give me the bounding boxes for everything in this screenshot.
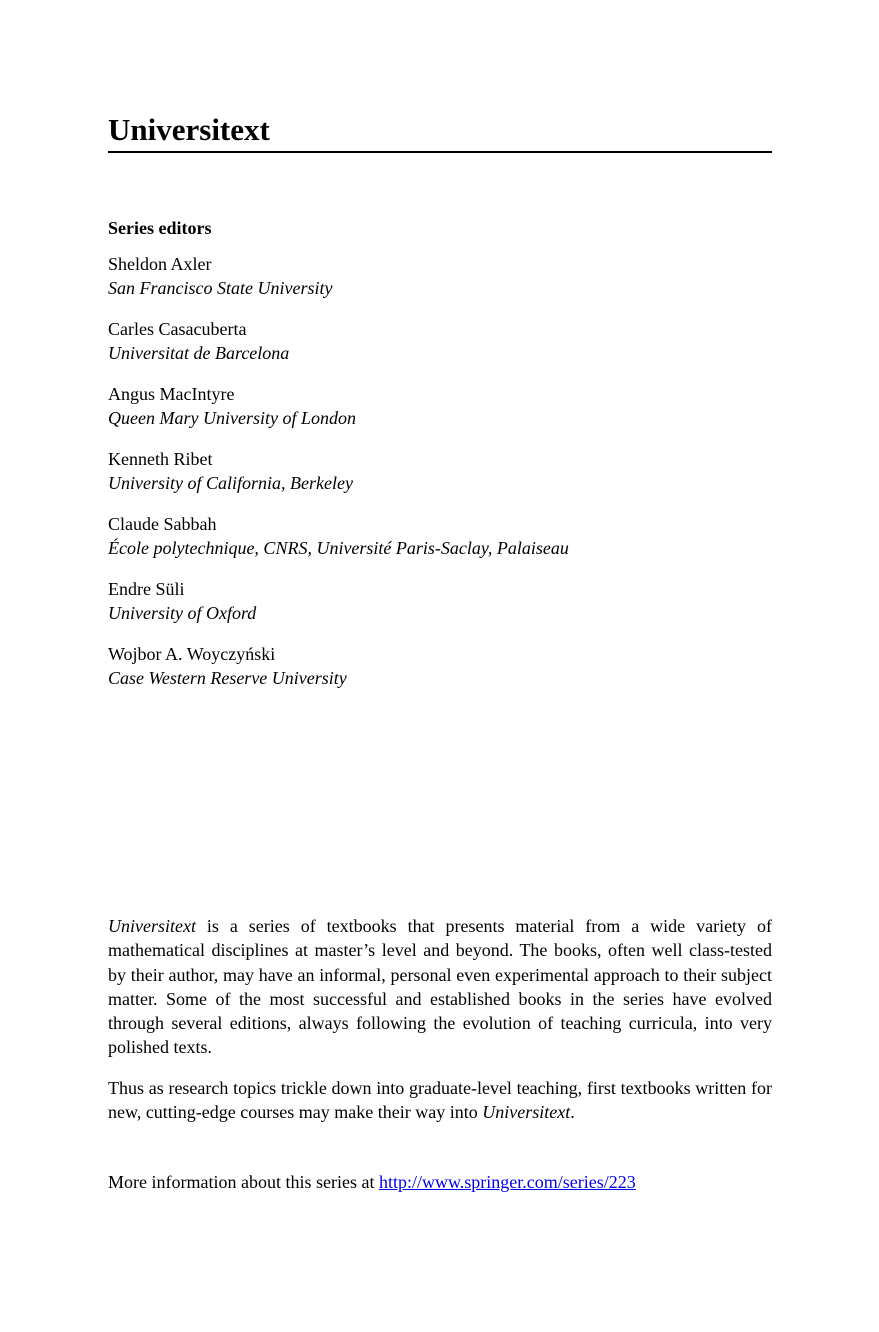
series-name-italic: Universitext <box>482 1102 571 1123</box>
editor-affiliation: University of California, Berkeley <box>108 473 353 493</box>
editor-entry <box>108 252 772 317</box>
series-title: Universitext <box>108 112 270 147</box>
description-end: . <box>570 1102 575 1123</box>
series-name-italic: Universitext <box>108 916 196 936</box>
editor-entry <box>108 317 772 382</box>
editor-entry <box>108 642 772 707</box>
series-url-link[interactable]: http://www.springer.com/series/223 <box>378 1172 636 1192</box>
editor-name: Endre Süli <box>108 579 185 599</box>
editor-name: Sheldon Axler <box>108 254 212 274</box>
more-info-line <box>108 1170 772 1194</box>
editor-entry <box>108 577 772 642</box>
book-page <box>108 0 772 1332</box>
series-description <box>108 914 772 1124</box>
description-paragraph-2 <box>108 1076 772 1125</box>
editor-affiliation: San Francisco State University <box>108 278 333 298</box>
editor-affiliation: École polytechnique, CNRS, Université Paris-Saclay, Palaiseau <box>108 538 569 558</box>
description-text: Thus as research topics trickle down into graduate-level teaching, first textbooks written for new, cutting-edge courses may make their way into <box>108 1077 772 1123</box>
editor-entry <box>108 512 772 577</box>
description-text: is a series of textbooks that presents material from a wide variety of mathematical disciplines at master’s level and beyond. The books, often well class-tested by their author, may have an informal, personal even experimental approach to their subject matter. Some of the most successful and established books in the series have evolved through several editions, always following the evolution of teaching curricula, into very polished texts. <box>108 916 772 1058</box>
editors-heading: Series editors <box>108 218 212 238</box>
editor-name: Claude Sabbah <box>108 514 217 534</box>
editor-affiliation: Queen Mary University of London <box>108 408 356 428</box>
title-rule <box>108 151 772 153</box>
editor-name: Angus MacIntyre <box>108 384 235 404</box>
editor-affiliation: Case Western Reserve University <box>108 668 347 688</box>
description-paragraph-1 <box>108 914 772 1060</box>
editor-affiliation: Universitat de Barcelona <box>108 343 290 363</box>
editor-name: Carles Casacuberta <box>108 319 247 339</box>
editor-name: Wojbor A. Woyczyński <box>108 644 276 664</box>
editor-affiliation: University of Oxford <box>108 603 257 623</box>
editors-list <box>108 252 772 707</box>
editor-name: Kenneth Ribet <box>108 449 213 469</box>
editor-entry <box>108 447 772 512</box>
more-info-label: More information about this series at <box>108 1172 379 1192</box>
editor-entry <box>108 382 772 447</box>
